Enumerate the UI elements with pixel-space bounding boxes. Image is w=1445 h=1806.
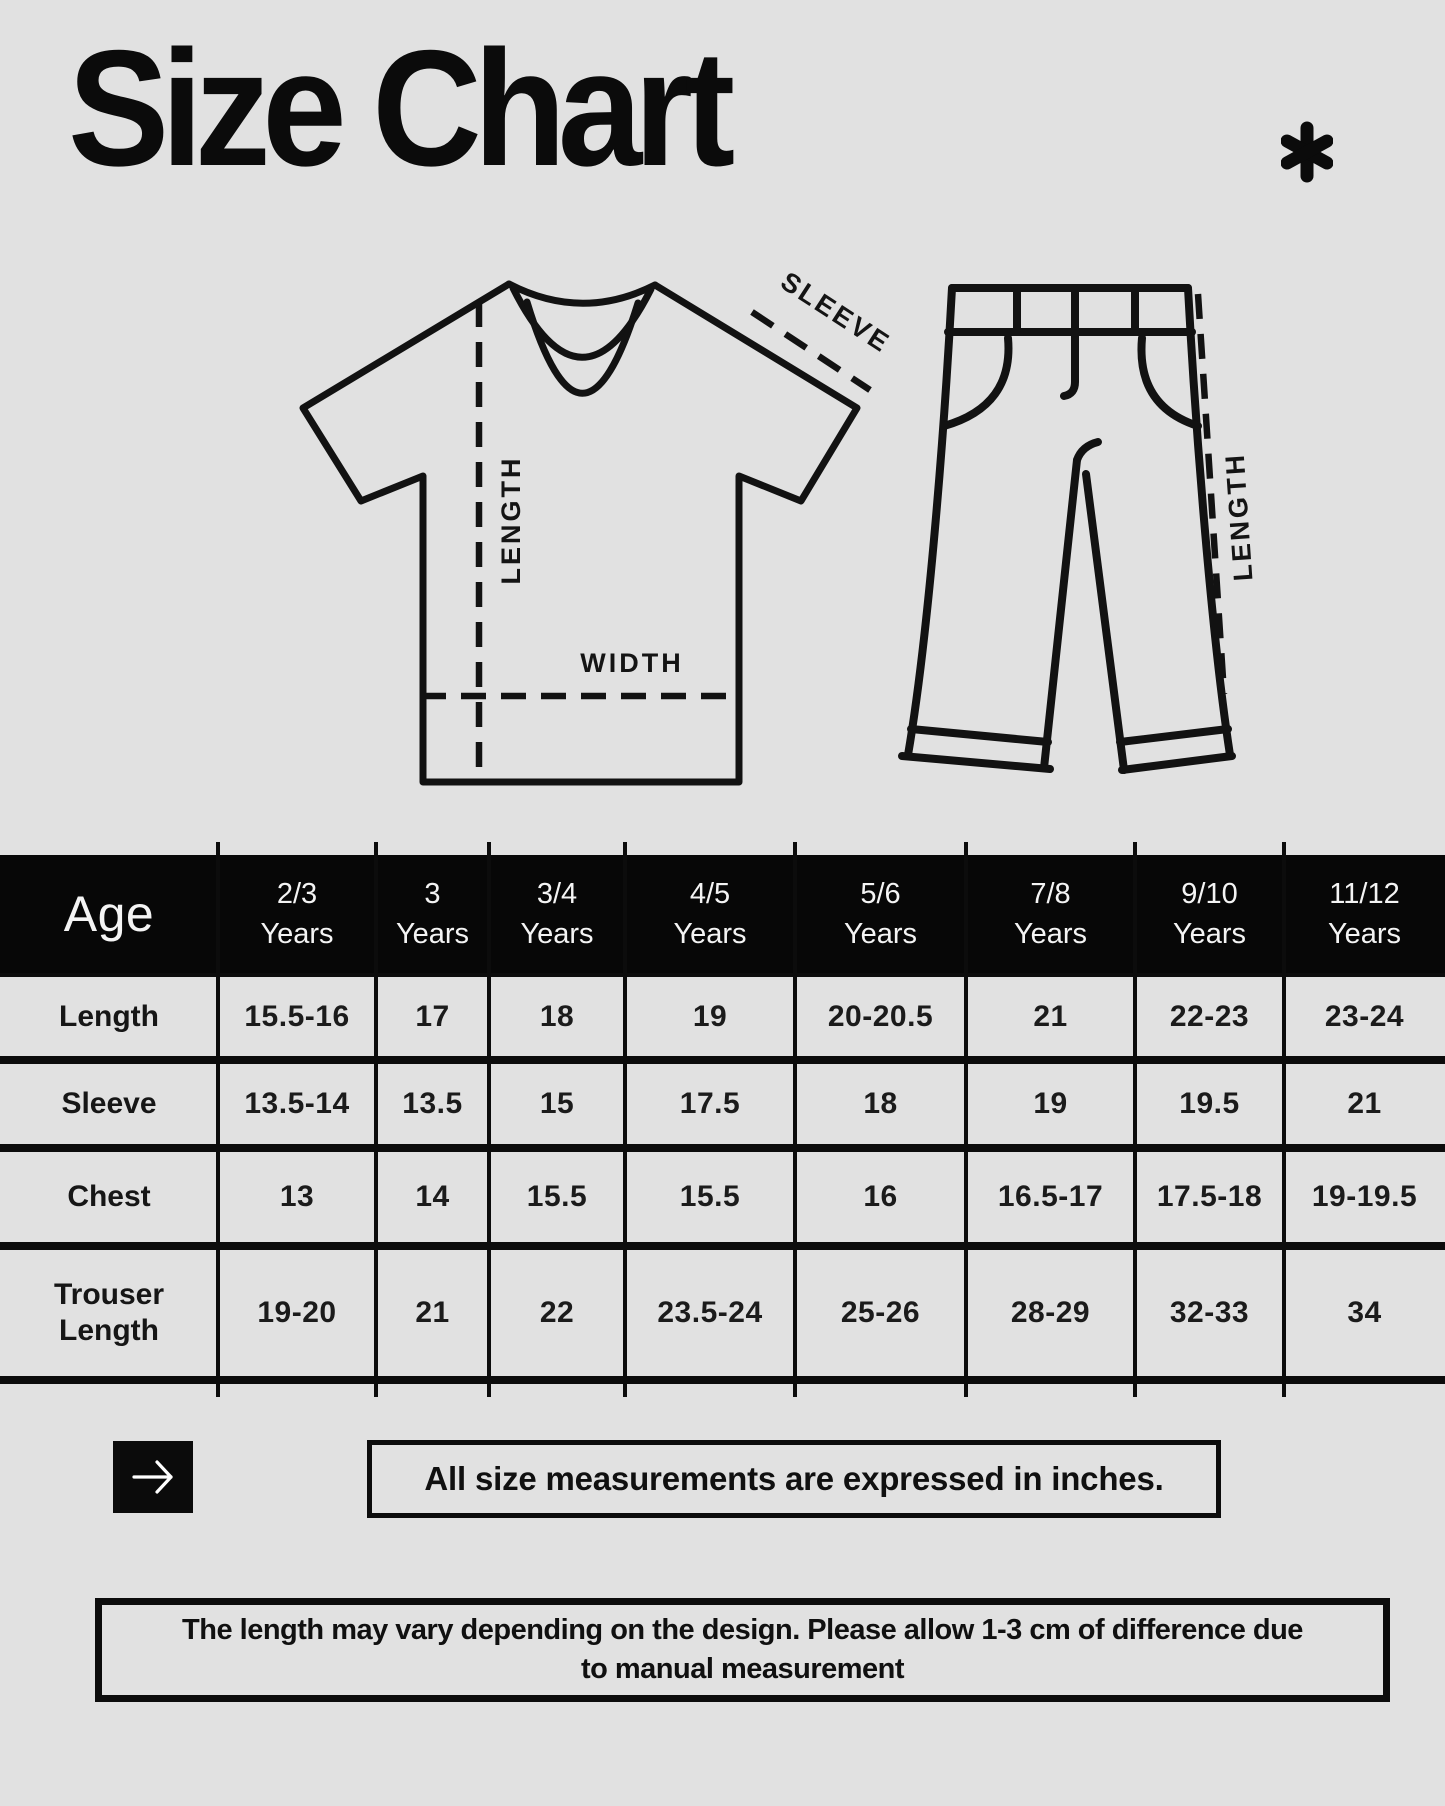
col-header-9-10-years: 9/10 Years <box>1135 855 1284 975</box>
disclaimer-line-1: The length may vary depending on the design. Please allow 1-3 cm of difference due <box>182 1614 1303 1646</box>
tshirt-sleeve-label: SLEEVE <box>775 265 897 359</box>
cell-sleeve-11-12: 21 <box>1347 1087 1382 1120</box>
cell-trouser-4-5: 23.5-24 <box>657 1296 763 1329</box>
cell-length-5-6: 20-20.5 <box>827 999 934 1033</box>
cell-length-11-12: 23-24 <box>1324 999 1405 1033</box>
age-header-cell: Age <box>0 855 218 975</box>
column-divider <box>216 842 220 1397</box>
disclaimer-line-2: to manual measurement <box>580 1653 905 1685</box>
cell-sleeve-3-4: 15 <box>539 1087 575 1120</box>
cell-trouser-3-4: 22 <box>539 1296 575 1329</box>
col-header-2-3-years: 2/3 Years <box>218 855 376 975</box>
tshirt-length-label: LENGTH <box>496 455 526 585</box>
cell-sleeve-7-8: 19 <box>1033 1087 1068 1120</box>
column-divider <box>1282 842 1286 1397</box>
column-divider <box>487 842 491 1397</box>
cell-sleeve-3: 13.5 <box>402 1087 463 1120</box>
column-divider <box>623 842 627 1397</box>
cell-trouser-2-3: 19-20 <box>257 1296 337 1329</box>
cell-sleeve-9-10: 19.5 <box>1179 1087 1240 1120</box>
cell-length-3: 17 <box>415 999 450 1033</box>
inches-note-text: All size measurements are expressed in inches. <box>424 1460 1164 1497</box>
inches-note-box <box>367 1440 1221 1518</box>
cell-length-3-4: 18 <box>539 999 575 1033</box>
col-header-7-8-years: 7/8 Years <box>966 855 1135 975</box>
cell-sleeve-5-6: 18 <box>863 1087 898 1120</box>
cell-length-2-3: 15.5-16 <box>244 999 350 1033</box>
col-header-5-6-years: 5/6 Years <box>795 855 966 975</box>
cell-chest-3-4: 15.5 <box>526 1180 588 1213</box>
cell-length-4-5: 19 <box>692 999 728 1033</box>
col-header-3-years: 3 Years <box>376 855 489 975</box>
cell-chest-5-6: 16 <box>863 1180 898 1213</box>
cell-trouser-3: 21 <box>415 1296 450 1329</box>
cell-chest-7-8: 16.5-17 <box>997 1180 1104 1213</box>
row-label-sleeve: Sleeve <box>61 1087 157 1120</box>
row-label-length: Length <box>59 999 159 1033</box>
cell-chest-9-10: 17.5-18 <box>1156 1180 1263 1213</box>
col-header-3-4-years: 3/4 Years <box>489 855 625 975</box>
trousers-length-label: LENGTH <box>1219 451 1259 583</box>
cell-length-9-10: 22-23 <box>1169 999 1250 1033</box>
asterisk-icon <box>1281 121 1333 183</box>
size-table-section <box>0 855 1445 1384</box>
row-label-chest: Chest <box>67 1180 151 1213</box>
cell-chest-3: 14 <box>415 1180 450 1213</box>
disclaimer-box <box>95 1598 1390 1702</box>
cell-length-7-8: 21 <box>1033 999 1068 1033</box>
col-header-11-12-years: 11/12 Years <box>1284 855 1445 975</box>
tshirt-width-label: WIDTH <box>580 648 684 678</box>
trousers-illustration <box>902 288 1232 770</box>
arrow-icon-box <box>113 1441 193 1513</box>
page-title: Size Chart <box>68 16 727 200</box>
row-label-trouser-length: Trouser Length <box>53 1278 165 1347</box>
cell-chest-4-5: 15.5 <box>679 1180 741 1213</box>
cell-sleeve-2-3: 13.5-14 <box>244 1087 350 1120</box>
right-arrow-icon <box>130 1457 176 1497</box>
cell-chest-11-12: 19-19.5 <box>1311 1180 1418 1213</box>
garment-measurement-diagram <box>280 258 1280 818</box>
column-divider <box>374 842 378 1397</box>
column-divider <box>964 842 968 1397</box>
column-divider <box>793 842 797 1397</box>
cell-chest-2-3: 13 <box>279 1180 315 1213</box>
tshirt-illustration <box>303 284 857 782</box>
column-divider <box>1133 842 1137 1397</box>
cell-sleeve-4-5: 17.5 <box>679 1087 741 1120</box>
cell-trouser-11-12: 34 <box>1347 1296 1382 1329</box>
cell-trouser-9-10: 32-33 <box>1169 1296 1250 1329</box>
col-header-4-5-years: 4/5 Years <box>625 855 795 975</box>
cell-trouser-5-6: 25-26 <box>840 1296 921 1329</box>
cell-trouser-7-8: 28-29 <box>1010 1296 1091 1329</box>
